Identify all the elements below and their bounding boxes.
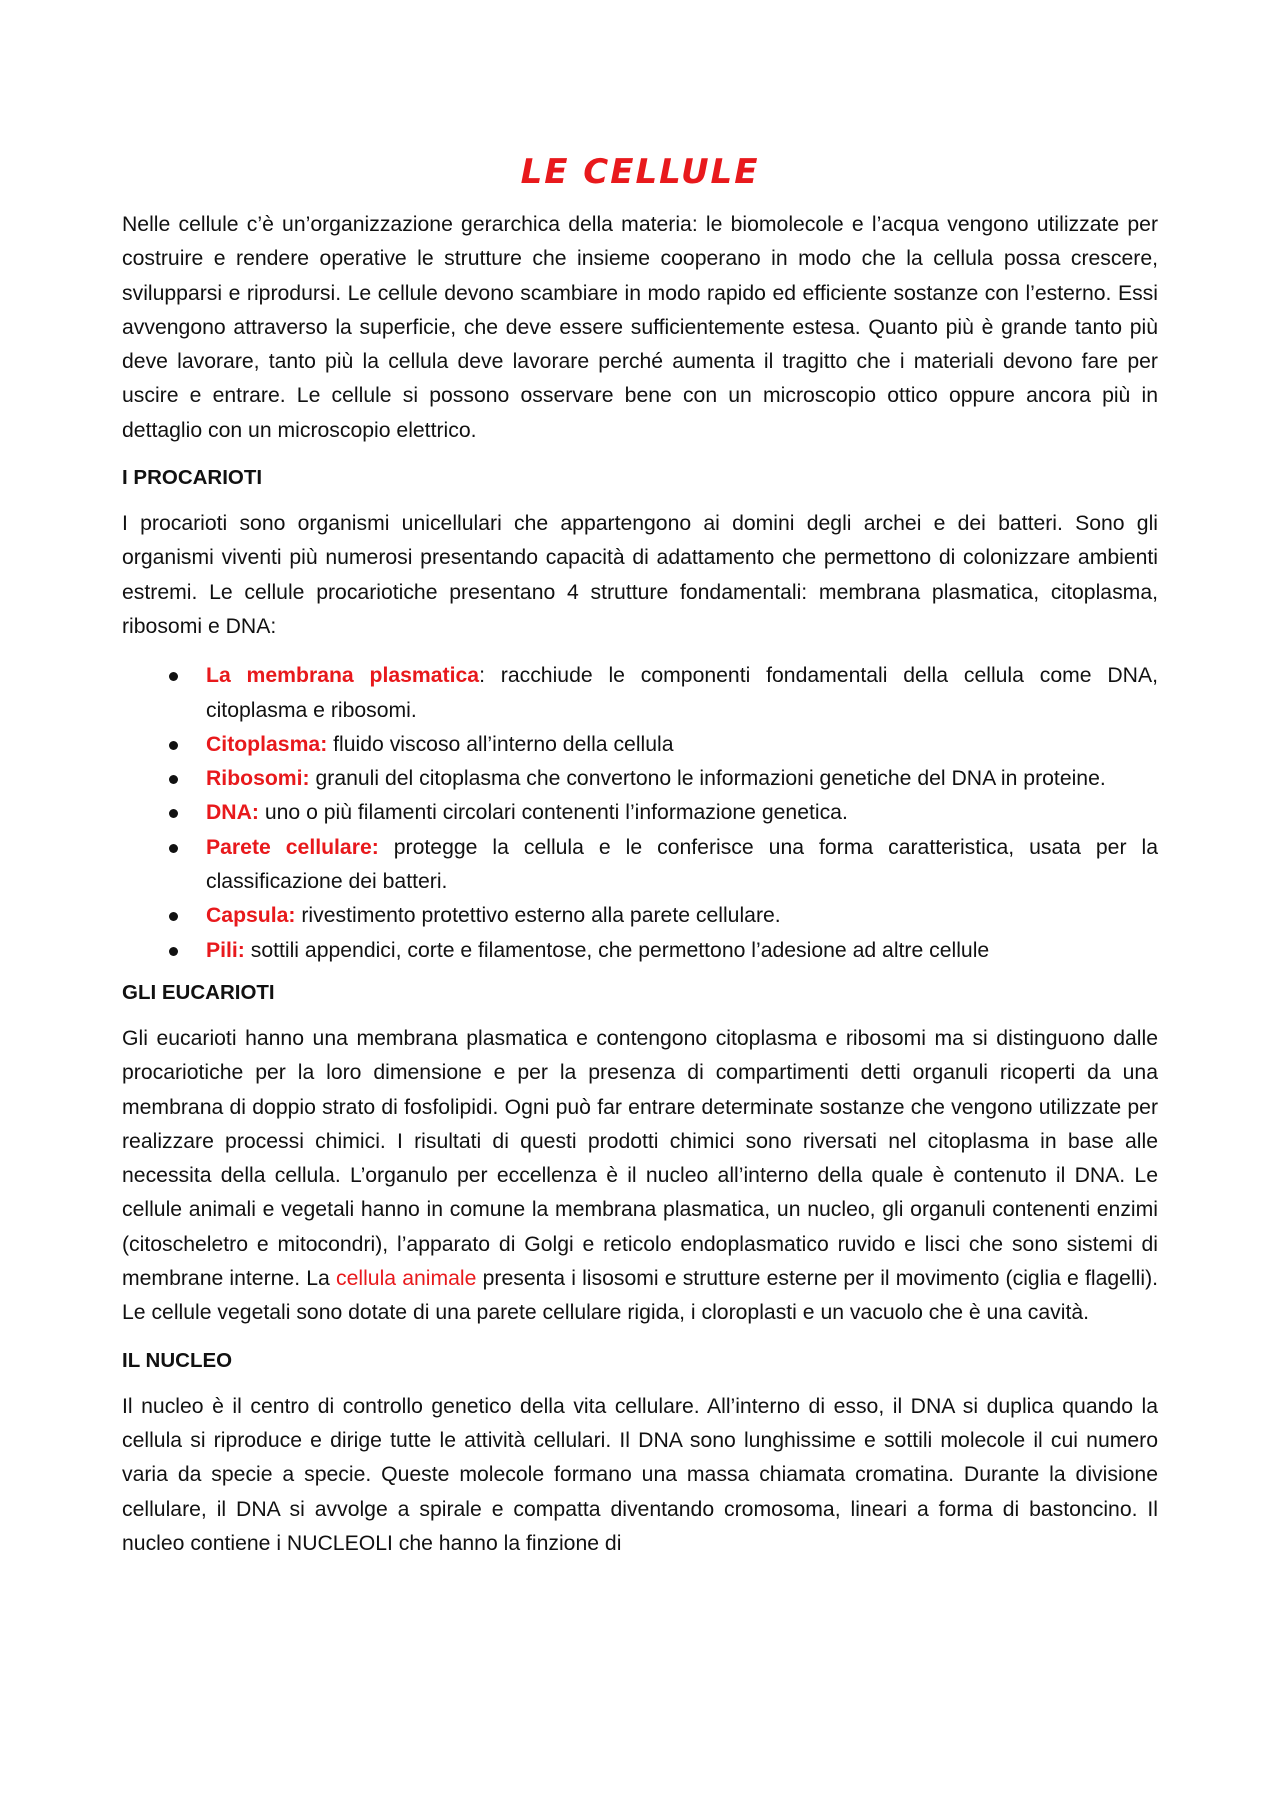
eucarioti-text-after: presenta i lisosomi e strutture esterne per il movimento (ciglia e flagelli). Le cellule vegetali sono dotate di una parete cellulare rigida, i cloroplasti e un vacuolo che è una cavità. xyxy=(122,1267,1159,1325)
section-heading-eucarioti: GLI EUCARIOTI xyxy=(122,980,275,1004)
procarioti-paragraph: I procarioti sono organismi unicellulari che appartengono ai domini degli archei e dei batteri. Sono gli organismi viventi più numerosi presentando capacità di adattamento che permettono di colonizzare ambienti estremi. Le cellule procariotiche presentano 4 strutture fondamentali: membrana plasmatica, citoplasma, ribosomi e DNA: xyxy=(122,512,1158,638)
list-item-term: Parete cellulare: xyxy=(206,835,379,859)
intro-paragraph: Nelle cellule c’è un’organizzazione gerarchica della materia: le biomolecole e l’acqua vengono utilizzate per costruire e rendere operative le strutture che insieme cooperano in modo che la cellula possa crescere, svilupparsi e riprodursi. Le cellule devono scambiare in modo rapido ed efficiente sostanze con l’esterno. Essi avvengono attraverso la superficie, che deve essere sufficientemente estesa. Quanto più è grande tanto più deve lavorare, tanto più la cellula deve lavorare perché aumenta il tragitto che i materiali devono fare per uscire e entrare. Le cellule si possono osservare bene con un microscopio ottico oppure ancora più in dettaglio con un microscopio elettrico. xyxy=(122,213,1158,442)
list-item xyxy=(122,831,1158,900)
list-item xyxy=(122,659,1158,728)
list-item xyxy=(122,934,1158,968)
list-item xyxy=(122,762,1158,796)
bullet-icon xyxy=(169,809,178,818)
bullet-icon xyxy=(169,741,178,750)
eucarioti-text-before: Gli eucarioti hanno una membrana plasmatica e contengono citoplasma e ribosomi ma si distinguono dalle procariotiche per la loro dimensione e per la presenza di compartimenti detti organuli ricoperti da una membrana di doppio strato di fosfolipidi. Ogni può far entrare determinate sostanze che vengono utilizzate per realizzare processi chimici. I risultati di questi prodotti chimici sono riversati nel citoplasma in base alle necessita della cellula. L’organulo per eccellenza è il nucleo all’interno della quale è contenuto il DNA. Le cellule animali e vegetali hanno in comune la membrana plasmatica, un nucleo, gli organuli contenenti enzimi (citoscheletro e mitocondri), l’apparato di Golgi e reticolo endoplasmatico ruvido e lisci che sono sistemi di membrane interne. La xyxy=(122,1026,1158,1291)
list-item-term: Citoplasma: xyxy=(206,732,328,756)
list-item xyxy=(122,796,1158,830)
list-item xyxy=(122,899,1158,933)
bullet-icon xyxy=(169,947,178,956)
list-item-desc: : racchiude le componenti fondamentali della cellula come DNA, citoplasma e ribosomi. xyxy=(206,664,1158,722)
list-item-term: La membrana plasmatica xyxy=(206,664,480,688)
bullet-icon xyxy=(169,844,178,853)
bullet-icon xyxy=(169,912,178,921)
section-heading-nucleo: IL NUCLEO xyxy=(122,1348,233,1372)
highlight-cellula-animale: cellula animale xyxy=(336,1267,477,1291)
list-item-term: Ribosomi: xyxy=(206,767,310,791)
list-item xyxy=(122,728,1158,762)
list-item-desc: fluido viscoso all’interno della cellula xyxy=(327,732,674,756)
list-item-desc: protegge la cellula e le conferisce una forma caratteristica, usata per la classificazione dei batteri. xyxy=(206,835,1158,894)
list-item-term: DNA: xyxy=(206,801,259,825)
nucleo-paragraph: Il nucleo è il centro di controllo genetico della vita cellulare. All’interno di esso, il DNA si duplica quando la cellula si riproduce e dirige tutte le attività cellulari. Il DNA sono lunghissime e sottili molecole il cui numero varia da specie a specie. Queste molecole formano una massa chiamata cromatina. Durante la divisione cellulare, il DNA si avvolge a spirale e compatta diventando cromosoma, lineari a forma di bastoncino. Il nucleo contiene i NUCLEOLI che hanno la finzione di xyxy=(122,1394,1158,1555)
eucarioti-paragraph xyxy=(122,1022,1158,1331)
bullet-icon xyxy=(169,672,178,681)
list-item-term: Pili: xyxy=(206,938,245,962)
document-page xyxy=(122,150,1158,1576)
section-heading-procarioti: I PROCARIOTI xyxy=(122,466,263,490)
procarioti-structure-list xyxy=(122,659,1158,968)
list-item-desc: uno o più filamenti circolari contenenti l’informazione genetica. xyxy=(258,801,848,825)
list-item-desc: granuli del citoplasma che convertono le informazioni genetiche del DNA in proteine. xyxy=(309,767,1106,791)
list-item-desc: rivestimento protettivo esterno alla parete cellulare. xyxy=(295,904,781,928)
list-item-desc: sottili appendici, corte e filamentose, che permettono l’adesione ad altre cellule xyxy=(244,938,990,962)
bullet-icon xyxy=(169,775,178,784)
page-title: LE CELLULE xyxy=(520,152,760,192)
list-item-term: Capsula: xyxy=(206,904,296,928)
